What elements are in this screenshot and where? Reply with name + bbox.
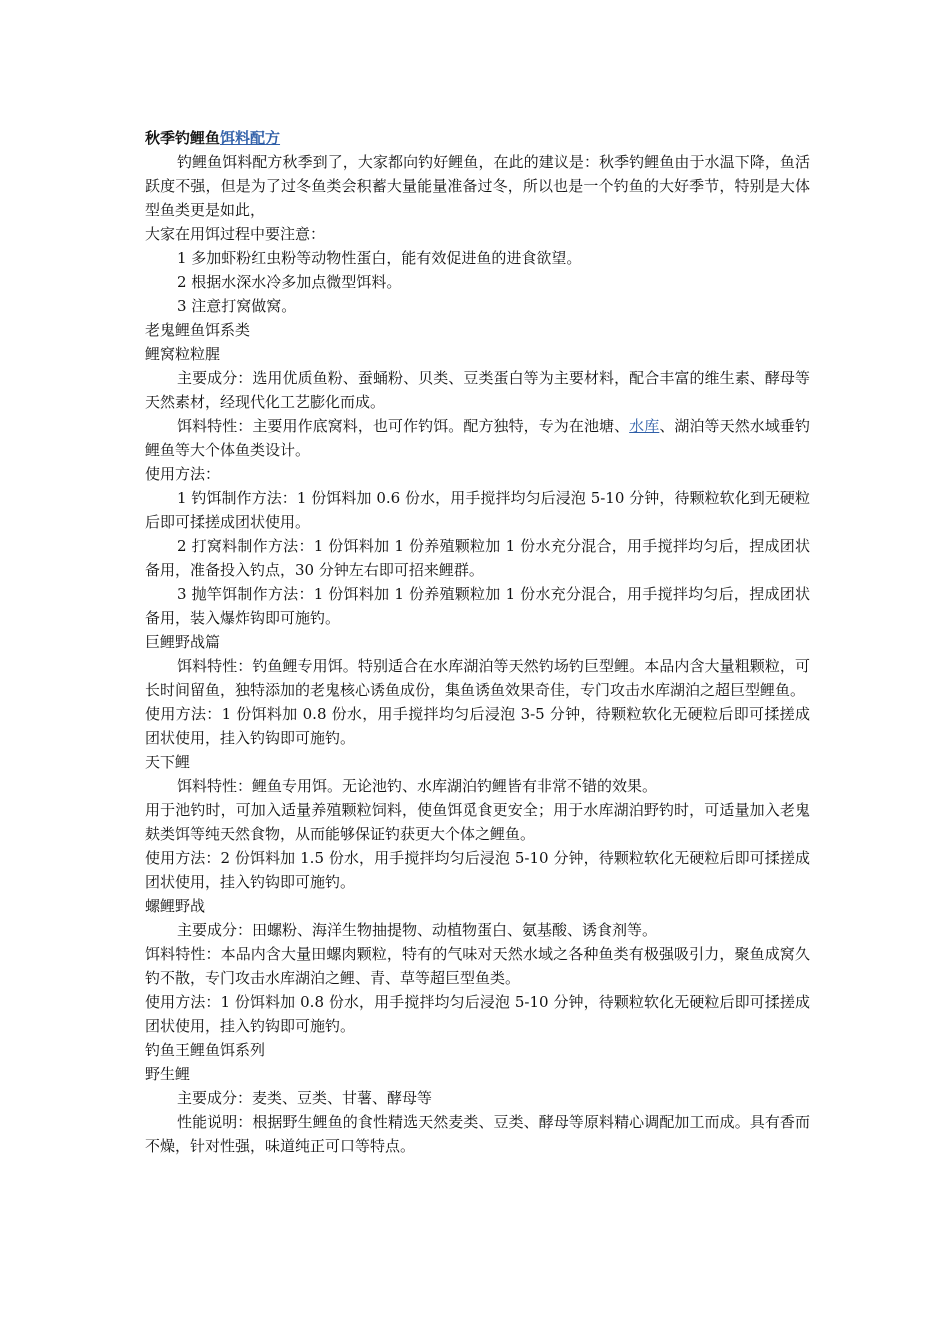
product-description: 性能说明：根据野生鲤鱼的食性精选天然麦类、豆类、酵母等原料精心调配加工而成。具有香而不燥，针对性强，味道纯正可口等特点。 <box>145 1113 810 1155</box>
notice-heading: 大家在用饵过程中要注意： <box>145 225 326 243</box>
document-page <box>145 126 810 1158</box>
product-name: 巨鲤野战篇 <box>145 633 221 651</box>
product-feature: 饵料特性：鲤鱼专用饵。无论池钓、水库湖泊钓鲤皆有非常不错的效果。 <box>177 777 658 795</box>
usage-step: 2 打窝料制作方法：1 份饵料加 1 份养殖颗粒加 1 份水充分混合，用手搅拌均匀后，捏成团状备用，准备投入钓点，30 分钟左右即可招来鲤群。 <box>145 537 810 579</box>
product-ingredients: 主要成分：选用优质鱼粉、蚕蛹粉、贝类、豆类蛋白等为主要材料，配合丰富的维生素、酵母等天然素材，经现代化工艺膨化而成。 <box>145 369 810 411</box>
notice-item: 3 注意打窝做窝。 <box>177 297 297 315</box>
document-title <box>145 126 810 150</box>
product-usage: 使用方法：1 份饵料加 0.8 份水，用手搅拌均匀后浸泡 5-10 分钟，待颗粒软化无硬粒后即可揉搓成团状使用，挂入钓钩即可施钓。 <box>145 993 810 1035</box>
product-name: 螺鲤野战 <box>145 897 206 915</box>
product-name: 野生鲤 <box>145 1065 191 1083</box>
product-ingredients: 主要成分：麦类、豆类、甘薯、酵母等 <box>177 1089 433 1107</box>
feature-text: 、湖泊等天然水域垂钓鲤鱼等大个体鱼类设计。 <box>145 417 810 459</box>
title-text: 秋季钓鲤鱼 <box>145 129 221 147</box>
notice-item: 1 多加虾粉红虫粉等动物性蛋白，能有效促进鱼的进食欲望。 <box>177 249 582 267</box>
usage-step: 3 抛竿饵制作方法：1 份饵料加 1 份养殖颗粒加 1 份水充分混合，用手搅拌均匀后，捏成团状备用，装入爆炸钩即可施钓。 <box>145 585 810 627</box>
usage-heading: 使用方法： <box>145 465 221 483</box>
feature-text: 饵料特性：主要用作底窝料，也可作钓饵。配方独特，专为在池塘、 <box>177 417 630 435</box>
bait-formula-link[interactable]: 饵料配方 <box>220 129 281 147</box>
product-name: 天下鲤 <box>145 753 191 771</box>
usage-step: 1 钓饵制作方法：1 份饵料加 0.6 份水，用手搅拌均匀后浸泡 5-10 分钟，待颗粒软化到无硬粒后即可揉搓成团状使用。 <box>145 489 810 531</box>
product-name: 鲤窝粒粒腥 <box>145 345 221 363</box>
notice-item: 2 根据水深水冷多加点微型饵料。 <box>177 273 402 291</box>
series-heading: 钓鱼王鲤鱼饵系列 <box>145 1041 266 1059</box>
product-feature: 饵料特性：钓鱼鲤专用饵。特别适合在水库湖泊等天然钓场钓巨型鲤。本品内含大量粗颗粒，可长时间留鱼，独特添加的老鬼核心诱鱼成份，集鱼诱鱼效果奇佳，专门攻击水库湖泊之超巨型鲤鱼。 <box>145 657 810 699</box>
product-usage: 使用方法：2 份饵料加 1.5 份水，用手搅拌均匀后浸泡 5-10 分钟，待颗粒软化无硬粒后即可揉搓成团状使用，挂入钓钩即可施钓。 <box>145 849 810 891</box>
series-heading: 老鬼鲤鱼饵系类 <box>145 321 251 339</box>
reservoir-link[interactable]: 水库 <box>629 417 660 435</box>
product-ingredients: 主要成分：田螺粉、海洋生物抽提物、动植物蛋白、氨基酸、诱食剂等。 <box>177 921 658 939</box>
intro-paragraph: 钓鲤鱼饵料配方秋季到了，大家都向钓好鲤鱼，在此的建议是：秋季钓鲤鱼由于水温下降，鱼活跃度不强，但是为了过冬鱼类会积蓄大量能量准备过冬，所以也是一个钓鱼的大好季节，特别是大体型鱼类更是如此， <box>145 153 810 219</box>
product-feature <box>145 414 810 462</box>
product-feature: 饵料特性：本品内含大量田螺肉颗粒，特有的气味对天然水域之各种鱼类有极强吸引力，聚鱼成窝久钓不散，专门攻击水库湖泊之鲤、青、草等超巨型鱼类。 <box>145 945 810 987</box>
product-usage: 使用方法：1 份饵料加 0.8 份水，用手搅拌均匀后浸泡 3-5 分钟，待颗粒软化无硬粒后即可揉搓成团状使用，挂入钓钩即可施钓。 <box>145 705 810 747</box>
product-note: 用于池钓时，可加入适量养殖颗粒饲料，使鱼饵觅食更安全；用于水库湖泊野钓时，可适量加入老鬼麸类饵等纯天然食物，从而能够保证钓获更大个体之鲤鱼。 <box>145 801 810 843</box>
